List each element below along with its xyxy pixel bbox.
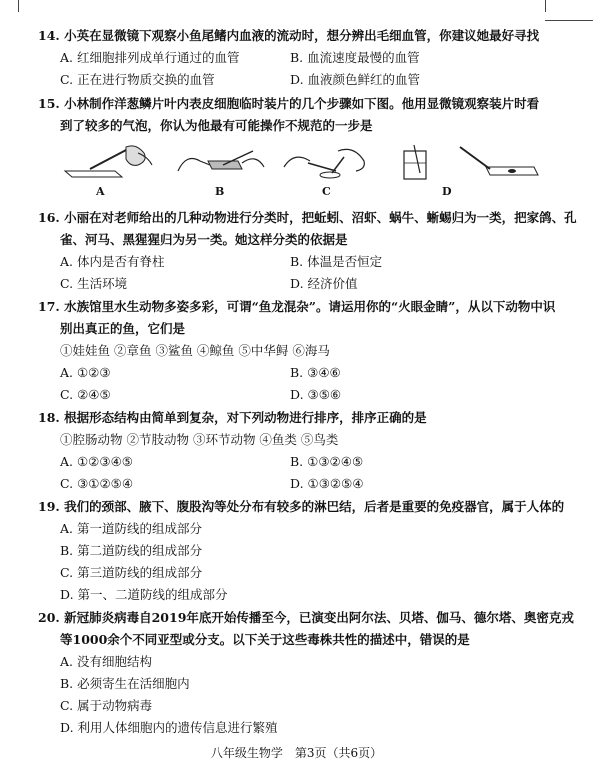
q14-option-b: B. 血流速度最慢的血管 [290, 50, 420, 65]
q16-option-c: C. 生活环境 [60, 276, 128, 291]
q16-option-d: D. 经济价值 [290, 276, 358, 291]
figure-b-tearing-epidermis [168, 143, 268, 183]
q14-option-a: A. 红细胞排列成单行通过的血管 [60, 50, 240, 65]
q17-stem-line2: 别出真正的鱼，它们是 [60, 321, 186, 336]
q18-items: ①腔肠动物 ②节肢动物 ③环节动物 ④鱼类 ⑤鸟类 [60, 432, 339, 447]
q17-items: ①娃娃鱼 ②章鱼 ③鲨鱼 ④鲸鱼 ⑤中华鲟 ⑥海马 [60, 343, 330, 358]
figure-label-a: A [96, 185, 105, 198]
q15-figures [60, 143, 540, 198]
figure-label-c: C [322, 185, 331, 198]
q16-stem-line1: 16. 小丽在对老师给出的几种动物进行分类时，把蚯蚓、沼虾、蜗牛、蜥蜴归为一类，把家鸽、孔 [38, 210, 577, 225]
q14-stem: 14. 小英在显微镜下观察小鱼尾鳍内血液的流动时，想分辨出毛细血管，你建议她最好寻找 [38, 28, 540, 43]
q16-option-a: A. 体内是否有脊柱 [60, 254, 165, 269]
crop-mark-left [18, 0, 19, 12]
q15-stem-line1: 15. 小林制作洋葱鳞片叶内表皮细胞临时装片的几个步骤如下图。他用显微镜观察装片时看 [38, 96, 540, 111]
q16-stem-line2: 雀、河马、黑猩猩归为另一类。她这样分类的依据是 [60, 232, 348, 247]
q17-option-a: A. ①②③ [60, 365, 111, 380]
q20-option-c: C. 属于动物病毒 [60, 698, 153, 713]
q19-option-c: C. 第三道防线的组成部分 [60, 565, 203, 580]
q18-option-c: C. ③①②⑤④ [60, 476, 134, 491]
q20-option-b: B. 必须寄生在活细胞内 [60, 676, 190, 691]
q20-option-d: D. 利用人体细胞内的遗传信息进行繁殖 [60, 720, 278, 735]
q18-option-a: A. ①②③④⑤ [60, 454, 134, 469]
q16-option-b: B. 体温是否恒定 [290, 254, 383, 269]
q19-option-b: B. 第二道防线的组成部分 [60, 543, 203, 558]
q18-option-b: B. ①③②④⑤ [290, 454, 364, 469]
crop-mark-right-h [545, 20, 593, 21]
q17-option-b: B. ③④⑥ [290, 365, 341, 380]
q20-stem-line2: 等1000余个不同亚型或分支。以下关于这些毒株共性的描述中，错误的是 [60, 632, 470, 647]
q17-stem-line1: 17. 水族馆里水生动物多姿多彩，可谓“鱼龙混杂”。请运用你的“火眼金睛”，从以下动物中识 [38, 299, 556, 314]
q20-option-a: A. 没有细胞结构 [60, 654, 152, 669]
q14-option-d: D. 血液颜色鲜红的血管 [290, 72, 421, 87]
page-footer: 八年级生物学 第3页（共6页） [210, 746, 383, 760]
q18-stem: 18. 根据形态结构由简单到复杂，对下列动物进行排序，排序正确的是 [38, 410, 427, 425]
q19-stem: 19. 我们的颈部、腋下、腹股沟等处分布有较多的淋巴结，后者是重要的免疫器官，属于人体的 [38, 499, 565, 514]
q17-option-d: D. ③⑤⑥ [290, 387, 342, 402]
crop-mark-right [545, 0, 546, 12]
figure-label-d: D [442, 185, 452, 198]
q19-option-d: D. 第一、二道防线的组成部分 [60, 587, 228, 602]
q19-option-a: A. 第一道防线的组成部分 [60, 521, 202, 536]
q18-option-d: D. ①③②⑤④ [290, 476, 364, 491]
q20-stem-line1: 20. 新冠肺炎病毒自2019年底开始传播至今，已演变出阿尔法、贝塔、伽马、德尔塔、奥密克戎 [38, 610, 574, 625]
figure-c-cover-slip [278, 143, 378, 183]
q14-option-c: C. 正在进行物质交换的血管 [60, 72, 215, 87]
figure-label-b: B [215, 185, 225, 198]
figure-a-dropper-slide [60, 143, 160, 183]
q17-option-c: C. ②④⑤ [60, 387, 111, 402]
q15-stem-line2: 到了较多的气泡，你认为他最有可能操作不规范的一步是 [60, 118, 373, 133]
figure-d-beaker-dropper [400, 143, 540, 183]
